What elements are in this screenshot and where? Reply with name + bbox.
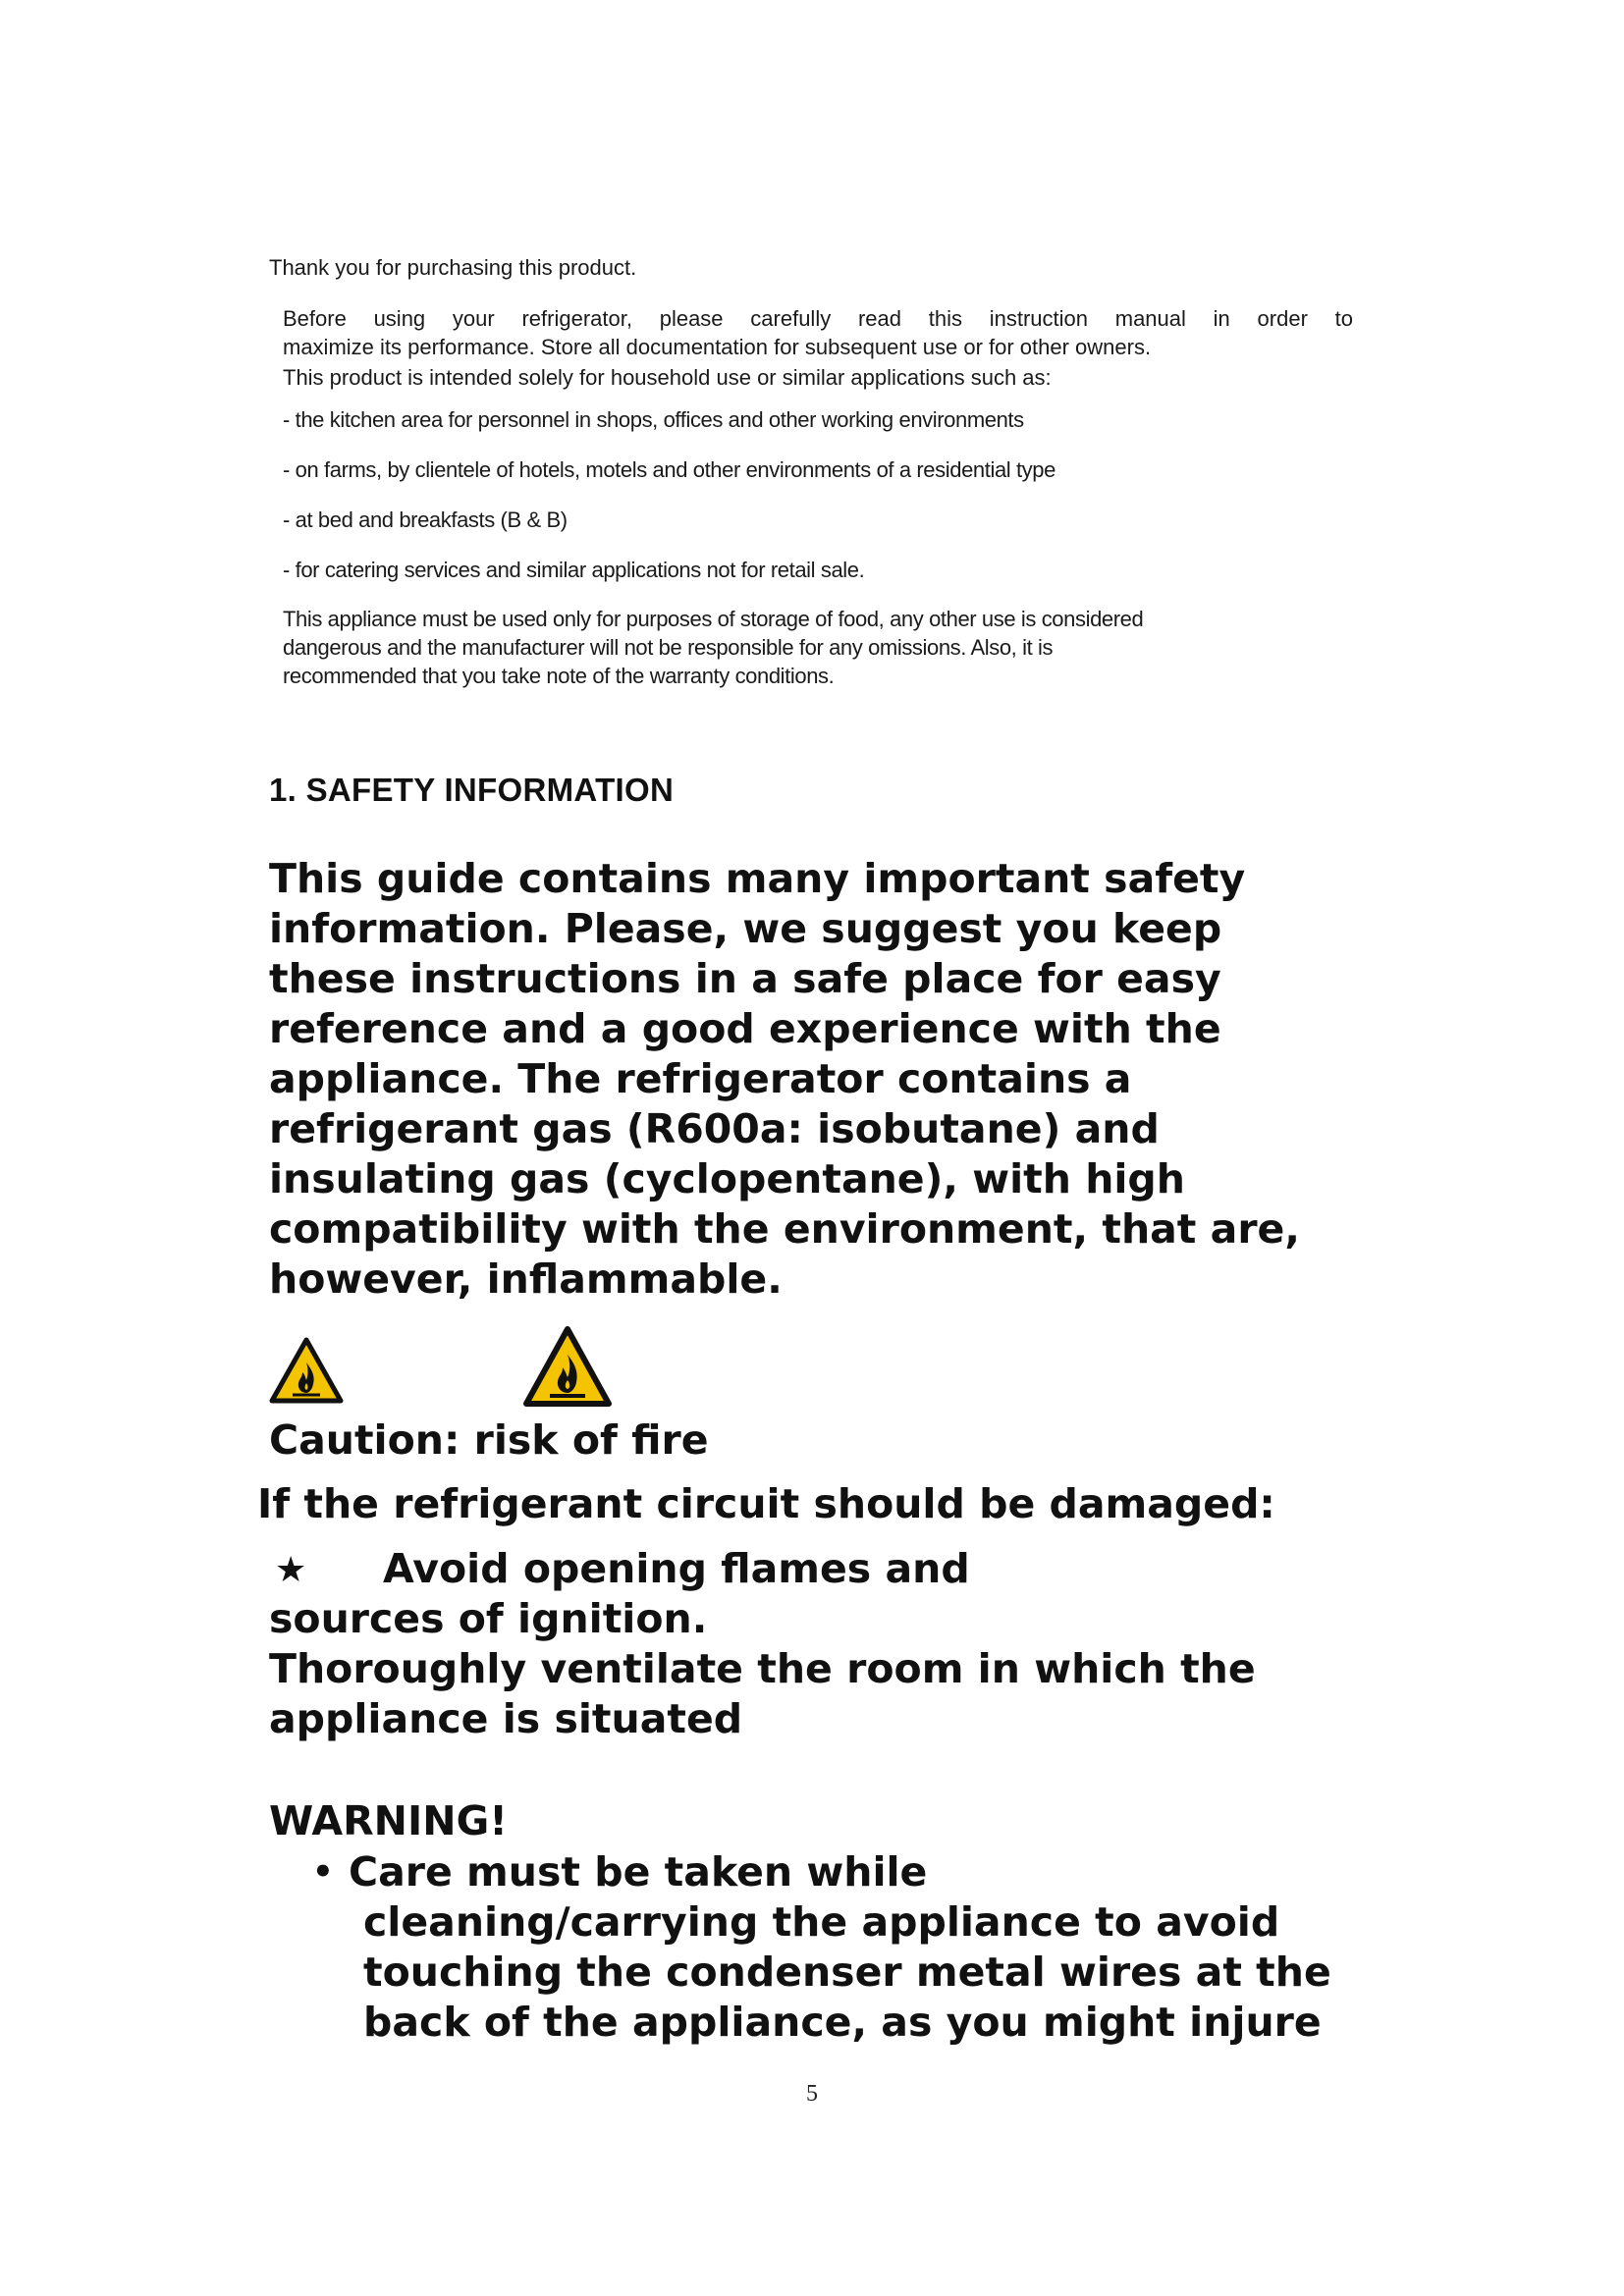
appliance-use-line: This appliance must be used only for purposes of storage of food, any other use is considered: [283, 607, 1144, 631]
ventilate-line: appliance is situated: [269, 1695, 743, 1742]
warning-line: back of the appliance, as you might injure: [363, 1999, 1322, 2046]
intro-line: This product is intended solely for household use or similar applications such as:: [283, 365, 1052, 390]
warning-text-continued: [363, 1897, 1331, 2048]
warning-bullet-icon: •: [312, 1852, 334, 1892]
warning-text: [349, 1847, 927, 1897]
safety-guide-paragraph: [269, 854, 1300, 1305]
caution-heading: Caution: risk of fire: [269, 1416, 709, 1464]
flammable-warning-icon: [269, 1337, 344, 1404]
warning-line: cleaning/carrying the appliance to avoid: [363, 1898, 1280, 1946]
guide-line: insulating gas (cyclopentane), with high: [269, 1155, 1185, 1202]
guide-line: compatibility with the environment, that are,: [269, 1205, 1300, 1253]
guide-line: appliance. The refrigerator contains a: [269, 1055, 1132, 1102]
thank-you-line: Thank you for purchasing this product.: [269, 255, 637, 280]
guide-line: refrigerant gas (R600a: isobutane) and: [269, 1105, 1160, 1152]
ventilate-line: Thoroughly ventilate the room in which the: [269, 1645, 1256, 1692]
avoid-flames-line: Avoid opening flames and: [383, 1545, 970, 1592]
guide-line: however, inflammable.: [269, 1255, 783, 1303]
intro-line: Before using your refrigerator, please carefully read this instruction manual in order to: [283, 306, 1353, 331]
appliance-use-line: dangerous and the manufacturer will not be responsible for any omissions. Also, it is: [283, 635, 1054, 660]
usage-list-item: - on farms, by clientele of hotels, motels and other environments of a residential type: [283, 457, 1056, 482]
avoid-flames-line: sources of ignition.: [269, 1595, 708, 1642]
star-bullet-icon: ★: [275, 1550, 307, 1590]
guide-line: information. Please, we suggest you keep: [269, 905, 1222, 952]
section-heading: 1. SAFETY INFORMATION: [269, 772, 675, 808]
warning-line: touching the condenser metal wires at the: [363, 1949, 1331, 1996]
circuit-damage-heading: If the refrigerant circuit should be damaged:: [257, 1480, 1275, 1527]
page-number: 5: [806, 2081, 818, 2107]
guide-line: This guide contains many important safety: [269, 855, 1246, 902]
usage-list-item: - at bed and breakfasts (B & B): [283, 507, 568, 532]
ventilate-instruction: [269, 1644, 1256, 1744]
intro-line: maximize its performance. Store all documentation for subsequent use or for other owners.: [283, 335, 1152, 359]
warning-line: Care must be taken while: [349, 1848, 928, 1896]
guide-line: these instructions in a safe place for easy: [269, 955, 1221, 1002]
flammable-warning-icon: [522, 1325, 613, 1408]
guide-line: reference and a good experience with the: [269, 1005, 1221, 1052]
usage-list-item: - the kitchen area for personnel in shops, offices and other working environments: [283, 407, 1024, 432]
warning-heading: WARNING!: [269, 1797, 508, 1844]
appliance-use-line: recommended that you take note of the warranty conditions.: [283, 664, 835, 688]
fire-warning-icons: [269, 1325, 642, 1414]
usage-list-item: - for catering services and similar applications not for retail sale.: [283, 558, 865, 582]
